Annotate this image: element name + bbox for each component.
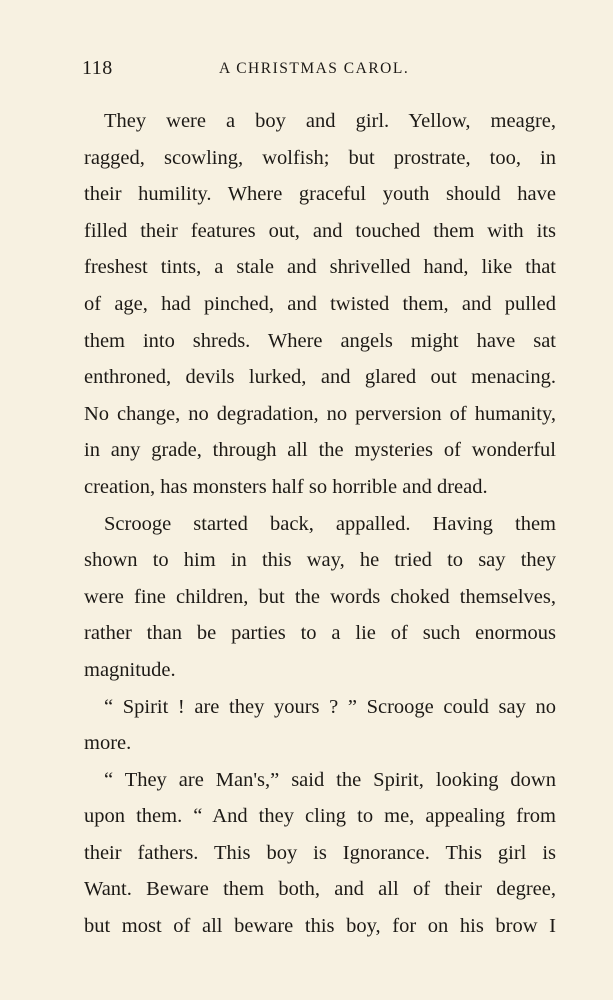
- text-line: upon them. “ And they cling to me, appealing from: [84, 805, 556, 828]
- text-line: ragged, scowling, wolfish; but prostrate, too, in: [84, 146, 556, 169]
- text-line: “ They are Man's,” said the Spirit, looking down: [104, 768, 556, 791]
- text-line: creation, has monsters half so horrible and dread.: [84, 475, 488, 498]
- text-line: more.: [84, 732, 132, 755]
- text-line: were fine children, but the words choked themselves,: [84, 585, 556, 608]
- text-line: in any grade, through all the mysteries of wonderful: [84, 439, 556, 462]
- text-line: No change, no degradation, no perversion of humanity,: [84, 402, 556, 425]
- text-line: of age, had pinched, and twisted them, and pulled: [84, 292, 556, 315]
- running-title: A CHRISTMAS CAROL.: [219, 60, 410, 77]
- page-header: [0, 57, 613, 87]
- text-line: “ Spirit ! are they yours ? ” Scrooge could say no: [104, 695, 556, 718]
- text-line: They were a boy and girl. Yellow, meagre,: [104, 110, 556, 132]
- body-text: [84, 103, 556, 945]
- text-line: Want. Beware them both, and all of their degree,: [84, 878, 556, 901]
- text-line: enthroned, devils lurked, and glared out menacing.: [84, 366, 556, 389]
- text-line: their fathers. This boy is Ignorance. This girl is: [84, 841, 556, 864]
- text-line: them into shreds. Where angels might have sat: [84, 329, 556, 352]
- text-line: their humility. Where graceful youth should have: [84, 183, 556, 206]
- text-line: freshest tints, a stale and shrivelled hand, like that: [84, 256, 556, 279]
- text-line: filled their features out, and touched them with its: [84, 219, 556, 242]
- text-line: rather than be parties to a lie of such enormous: [84, 622, 556, 645]
- text-line: shown to him in this way, he tried to say they: [84, 549, 556, 572]
- text-line: Scrooge started back, appalled. Having them: [104, 512, 556, 535]
- text-line: but most of all beware this boy, for on his brow I: [84, 915, 556, 938]
- text-line: magnitude.: [84, 658, 176, 681]
- page-number: 118: [82, 57, 113, 79]
